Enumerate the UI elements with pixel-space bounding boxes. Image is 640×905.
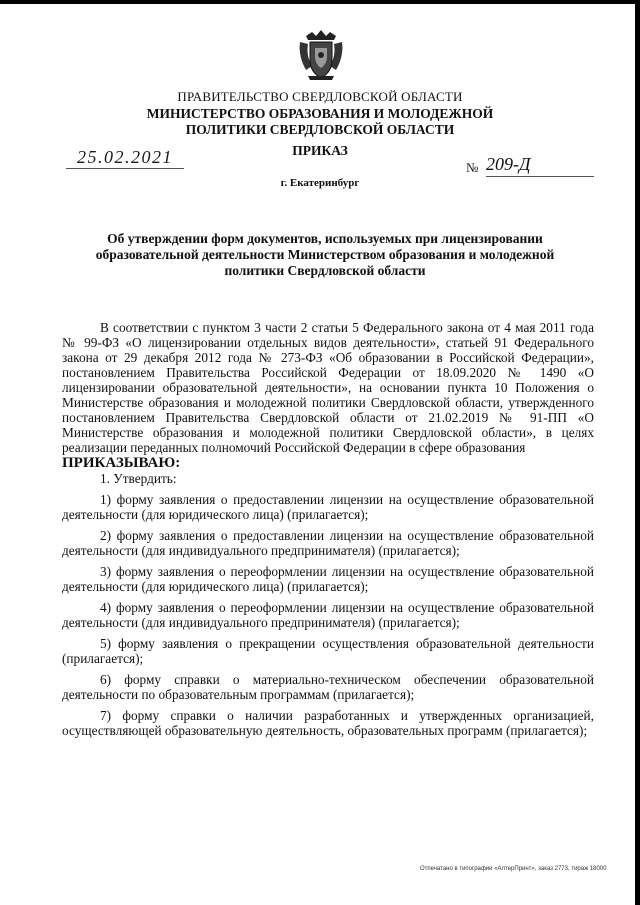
list-item: 7) форму справки о наличии разработанных и утвержденных организацией, осуществляющей образовательную деятельность, образовательных программ (прилагается); (62, 708, 594, 738)
government-heading: ПРАВИТЕЛЬСТВО СВЕРДЛОВСКОЙ ОБЛАСТИ (177, 89, 463, 104)
point-1: 1. Утвердить: (100, 471, 177, 486)
number-sign: № (466, 160, 479, 175)
list-item: 3) форму заявления о переоформлении лицензии на осуществление образовательной деятельности (для юридического лица) (прилагается); (62, 564, 594, 594)
list-item: 6) форму справки о материально-техническом обеспечении образовательной деятельности по образовательным программам (прилагается); (62, 672, 594, 702)
document-body (62, 320, 594, 738)
list-item: 1) форму заявления о предоставлении лицензии на осуществление образовательной деятельности (для юридического лица) (прилагается); (62, 492, 594, 522)
order-number: 209-Д (486, 154, 594, 177)
preamble-paragraph: В соответствии с пунктом 3 части 2 статьи 5 Федерального закона от 4 мая 2011 года № 99-ФЗ «О лицензировании отдельных видов деятельности», статьей 91 Федерального закона от 29 декабря 2012 года № 273-ФЗ «Об образовании в Российской Федерации», постановлением Правительства Российской Федерации от 18.09.2020 № 1490 «О лицензировании образовательной деятельности», на основании пункта 10 Положения о Министерстве образования и молодежной политики Свердловской области, утвержденного постановлением Правительства Свердловской области от 21.02.2019 № 91-ПП «О Министерстве образования и молодежной политики Свердловской области», в целях реализации переданных полномочий Российской Федерации в сфере образования (62, 320, 594, 455)
scan-border-top (0, 0, 640, 4)
order-date: 25.02.2021 (66, 147, 184, 169)
coat-of-arms-emblem (298, 26, 344, 82)
document-type: ПРИКАЗ (292, 143, 348, 158)
list-item: 5) форму заявления о прекращении осуществления образовательной деятельности (прилагается); (62, 636, 594, 666)
ministry-heading: МИНИСТЕРСТВО ОБРАЗОВАНИЯ И МОЛОДЕЖНОЙ ПОЛИТИКИ СВЕРДЛОВСКОЙ ОБЛАСТИ (146, 106, 494, 137)
city: г. Екатеринбург (280, 177, 360, 189)
order-word: ПРИКАЗЫВАЮ: (62, 455, 181, 471)
document-title: Об утверждении форм документов, используемых при лицензировании образовательной деятельности Министерством образования и молодежной политики Свердловской области (95, 231, 555, 278)
list-item: 2) форму заявления о предоставлении лицензии на осуществление образовательной деятельности (для индивидуального предпринимателя) (прилагается); (62, 528, 594, 558)
list-item: 4) форму заявления о переоформлении лицензии на осуществление образовательной деятельности (для индивидуального предпринимателя) (прилагается); (62, 600, 594, 630)
print-footer: Отпечатано в типографии «АлтерПринт», заказ 2773, тираж 18000 (420, 866, 607, 872)
